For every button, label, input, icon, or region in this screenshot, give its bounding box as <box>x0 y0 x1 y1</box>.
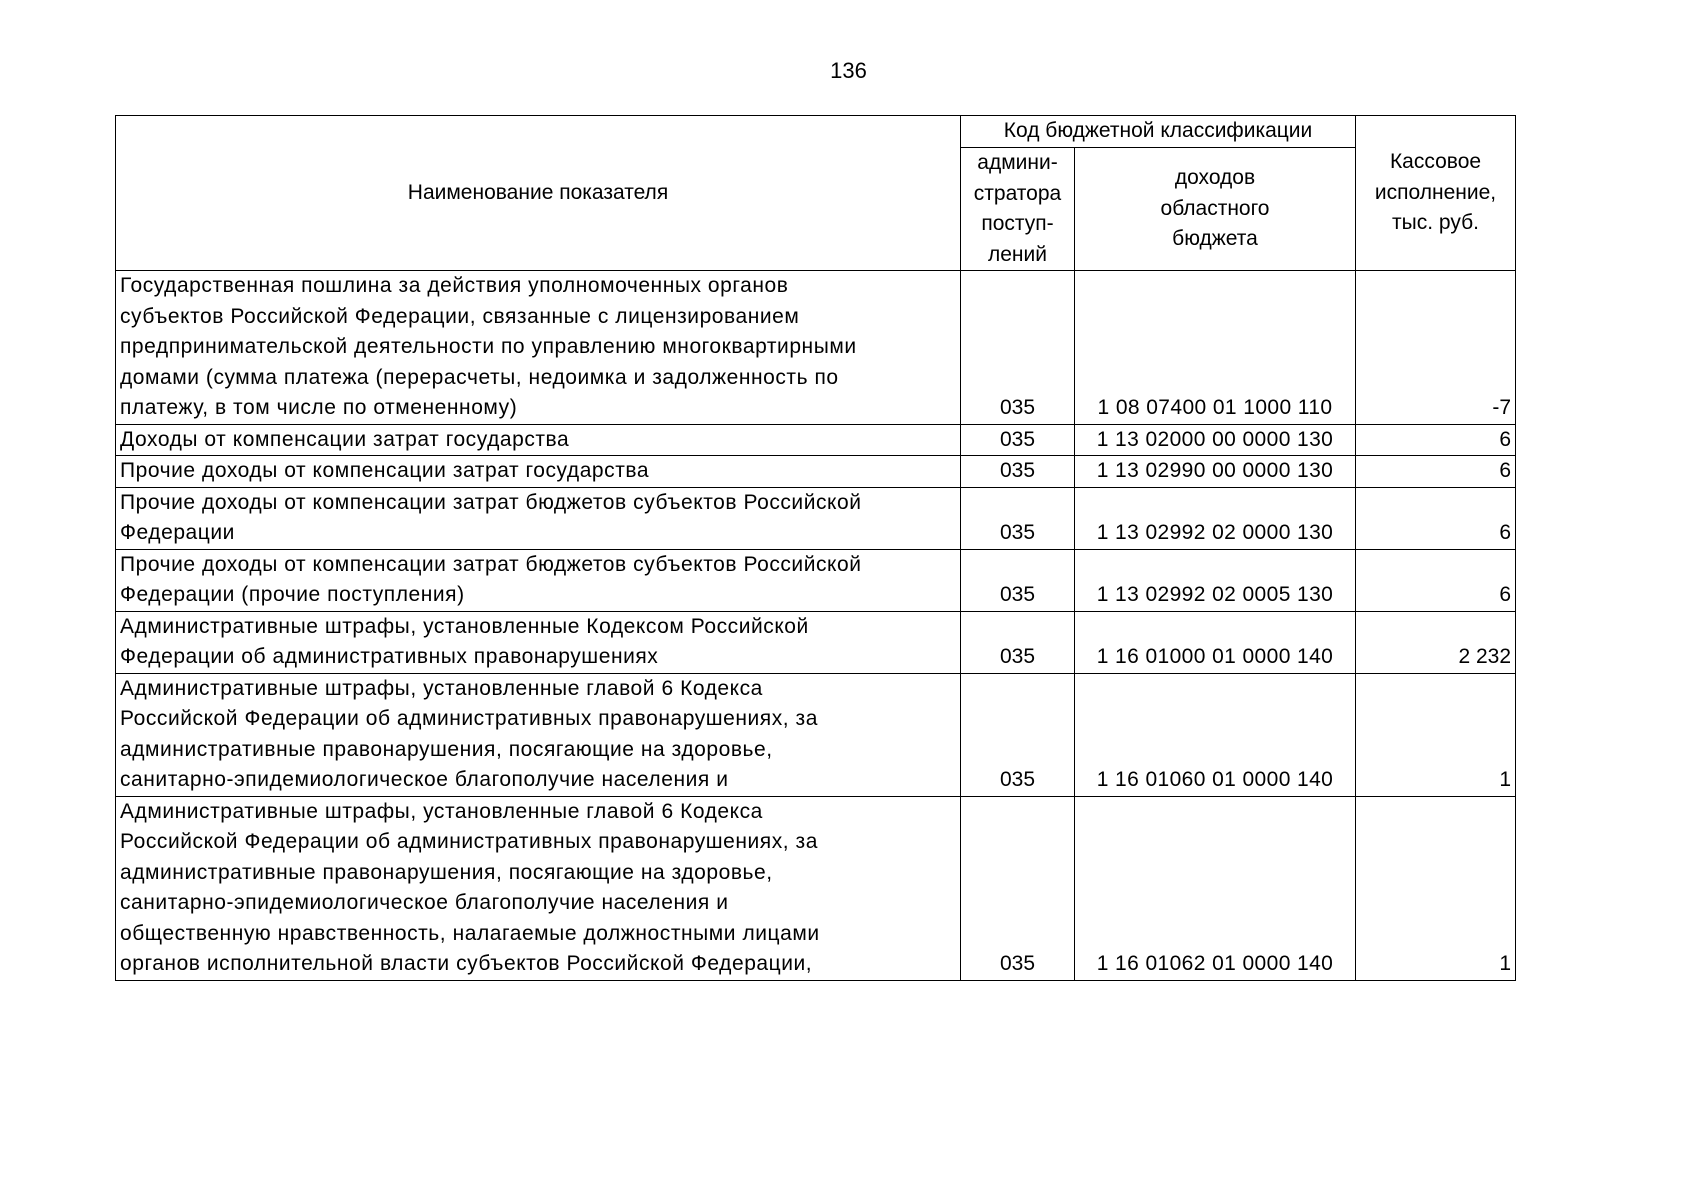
row-amount: 1 <box>1356 673 1516 796</box>
header-admin-line: лений <box>988 242 1047 266</box>
header-admin <box>961 148 1075 271</box>
row-name-line: Прочие доходы от компенсации затрат государства <box>120 459 650 482</box>
table-row <box>116 487 1516 549</box>
row-name-line: Государственная пошлина за действия уполномоченных органов <box>120 274 789 297</box>
row-amount: 2 232 <box>1356 611 1516 673</box>
row-name-line: административные правонарушения, посягающие на здоровье, <box>120 860 773 884</box>
row-name-line: Доходы от компенсации затрат государства <box>120 427 570 451</box>
row-name-line: Федерации об административных правонарушениях <box>120 645 659 668</box>
row-name-line: Российской Федерации об административных правонарушениях, за <box>120 707 818 730</box>
row-budget-code: 1 13 02992 02 0005 130 <box>1075 549 1356 611</box>
header-admin-line: админи- <box>977 151 1058 174</box>
row-budget-code: 1 13 02990 00 0000 130 <box>1075 456 1356 488</box>
row-name-line: Федерации (прочие поступления) <box>120 583 465 606</box>
header-admin-line: стратора <box>973 181 1062 205</box>
header-cash <box>1356 116 1516 271</box>
row-budget-code: 1 16 01000 01 0000 140 <box>1075 611 1356 673</box>
row-admin-code: 035 <box>961 487 1075 549</box>
table-row <box>116 456 1516 488</box>
row-name <box>116 673 961 796</box>
row-name-line: общественную нравственность, налагаемые должностными лицами <box>120 921 820 945</box>
row-name <box>116 456 961 488</box>
table-row <box>116 611 1516 673</box>
row-name-line: Административные штрафы, установленные Кодексом Российской <box>120 614 809 638</box>
row-admin-code: 035 <box>961 796 1075 980</box>
row-budget-code: 1 13 02992 02 0000 130 <box>1075 487 1356 549</box>
row-name-line: административные правонарушения, посягающие на здоровье, <box>120 737 773 761</box>
row-admin-code: 035 <box>961 456 1075 488</box>
row-admin-code: 035 <box>961 424 1075 456</box>
row-name <box>116 424 961 456</box>
table-body <box>116 271 1516 981</box>
row-name-line: Административные штрафы, установленные главой 6 Кодекса <box>120 799 763 823</box>
row-admin-code: 035 <box>961 611 1075 673</box>
table-row <box>116 673 1516 796</box>
row-amount: 6 <box>1356 549 1516 611</box>
row-name-line: Федерации <box>120 521 235 544</box>
row-amount: 1 <box>1356 796 1516 980</box>
header-cash-line: тыс. руб. <box>1392 211 1479 235</box>
row-amount: 6 <box>1356 456 1516 488</box>
row-name <box>116 271 961 425</box>
header-income-line: бюджета <box>1172 227 1258 251</box>
row-budget-code: 1 08 07400 01 1000 110 <box>1075 271 1356 425</box>
header-cash-line: Кассовое <box>1389 150 1482 174</box>
row-amount: 6 <box>1356 487 1516 549</box>
header-cash-line: исполнение, <box>1374 180 1497 204</box>
row-name-line: домами (сумма платежа (перерасчеты, недоимка и задолженность по <box>120 365 839 389</box>
header-code-group: Код бюджетной классификации <box>961 116 1356 148</box>
row-name-line: платежу, в том числе по отмененному) <box>120 396 518 419</box>
header-income <box>1075 148 1356 271</box>
row-admin-code: 035 <box>961 673 1075 796</box>
row-amount: 6 <box>1356 424 1516 456</box>
header-name: Наименование показателя <box>116 116 961 271</box>
row-name <box>116 796 961 980</box>
row-name-line: санитарно-эпидемиологическое благополучие населения и <box>120 768 729 791</box>
row-budget-code: 1 13 02000 00 0000 130 <box>1075 424 1356 456</box>
row-name-line: органов исполнительной власти субъектов Российской Федерации, <box>120 952 813 975</box>
header-income-line: областного <box>1160 196 1270 220</box>
row-admin-code: 035 <box>961 549 1075 611</box>
row-name <box>116 549 961 611</box>
row-budget-code: 1 16 01062 01 0000 140 <box>1075 796 1356 980</box>
row-name-line: Российской Федерации об административных правонарушениях, за <box>120 830 818 853</box>
row-amount: -7 <box>1356 271 1516 425</box>
table-header <box>116 116 1516 271</box>
row-name-line: предпринимательской деятельности по управлению многоквартирными <box>120 335 857 358</box>
row-name-line: Прочие доходы от компенсации затрат бюджетов субъектов Российской <box>120 490 862 514</box>
table-row <box>116 796 1516 980</box>
table-row <box>116 271 1516 425</box>
row-name-line: субъектов Российской Федерации, связанные с лицензированием <box>120 304 800 328</box>
row-name-line: Административные штрафы, установленные главой 6 Кодекса <box>120 676 763 700</box>
header-admin-line: поступ- <box>981 212 1054 235</box>
table-row <box>116 549 1516 611</box>
table-row <box>116 424 1516 456</box>
row-budget-code: 1 16 01060 01 0000 140 <box>1075 673 1356 796</box>
budget-table <box>115 115 1516 981</box>
row-admin-code: 035 <box>961 271 1075 425</box>
page-number: 136 <box>830 58 867 83</box>
row-name <box>116 611 961 673</box>
row-name-line: Прочие доходы от компенсации затрат бюджетов субъектов Российской <box>120 552 862 576</box>
header-income-line: доходов <box>1174 166 1256 190</box>
row-name-line: санитарно-эпидемиологическое благополучие населения и <box>120 891 729 914</box>
row-name <box>116 487 961 549</box>
